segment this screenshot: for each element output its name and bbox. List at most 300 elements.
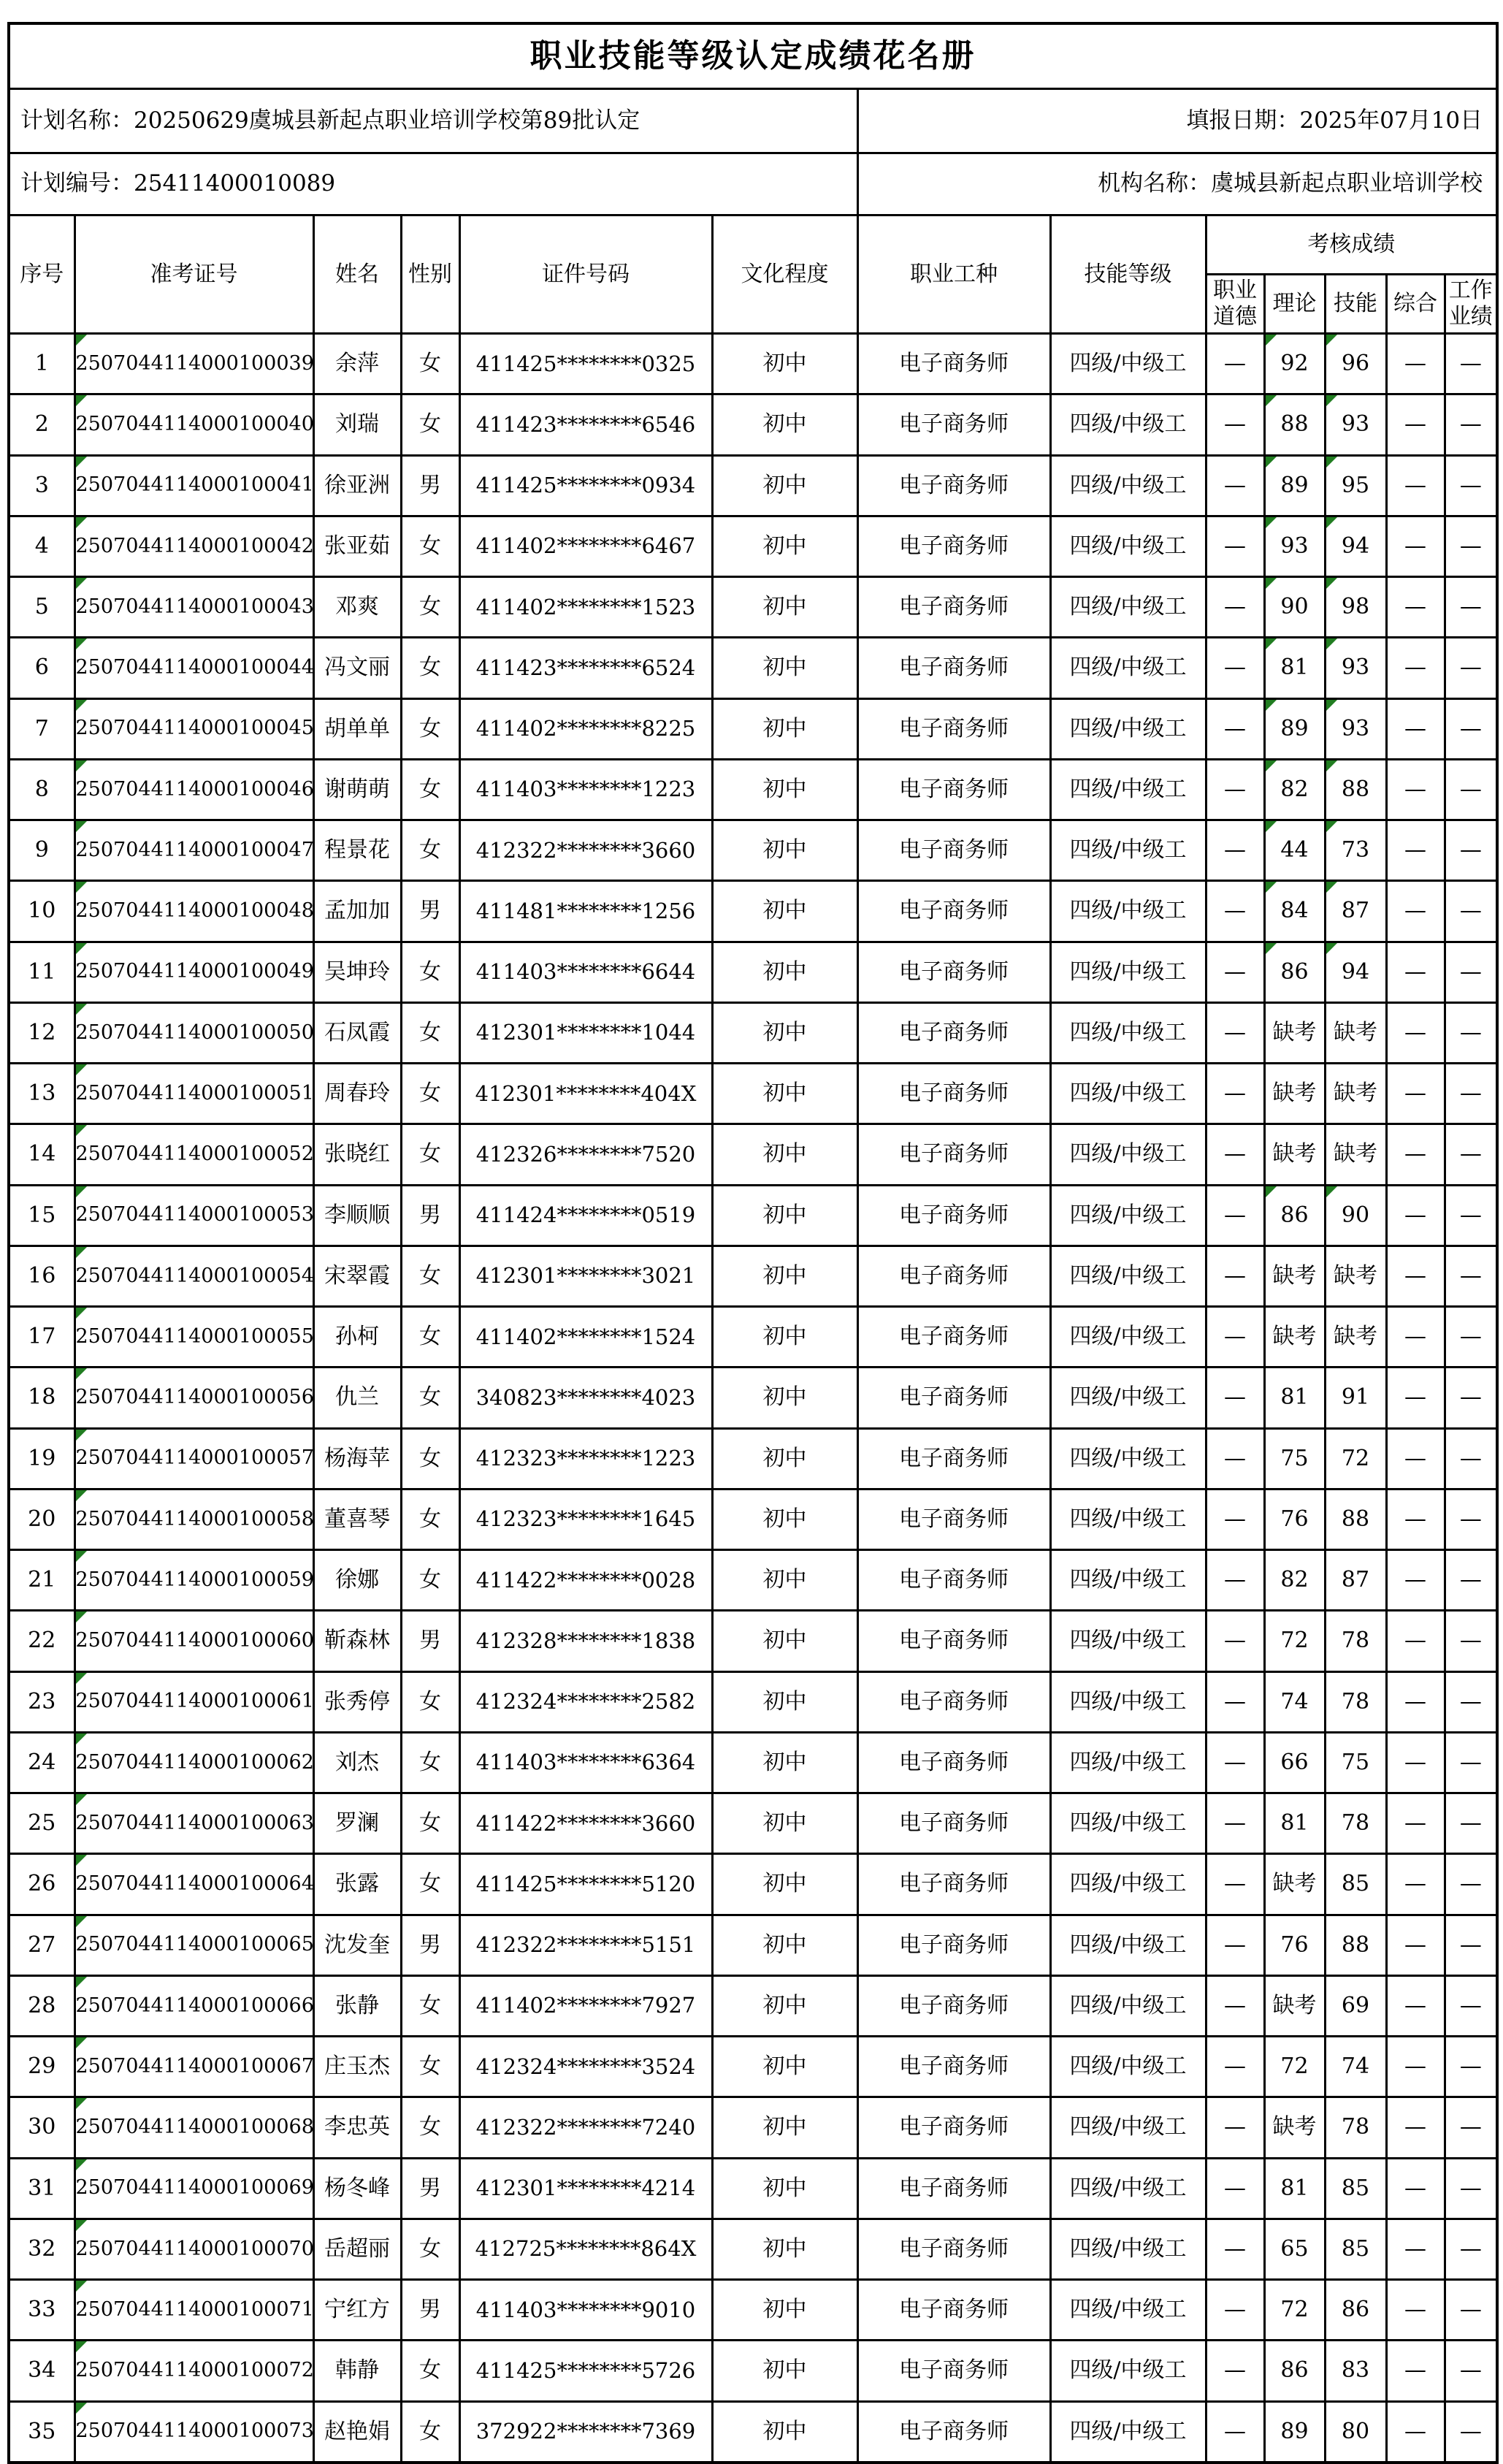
cell-edu: 初中 [712, 1915, 857, 1975]
cell-ticket: 2507044114000100059 [74, 1550, 313, 1611]
cell-job: 电子商务师 [857, 2280, 1050, 2341]
cell-ticket: 2507044114000100053 [74, 1185, 313, 1246]
cell-seq: 7 [9, 698, 74, 759]
cell-seq: 35 [9, 2401, 74, 2463]
cell-level: 四级/中级工 [1050, 1124, 1206, 1185]
cell-ethics: — [1206, 820, 1264, 881]
cell-id: 412301********3021 [459, 1246, 712, 1306]
green-corner-indicator-icon [1266, 335, 1277, 346]
table-row [9, 516, 1497, 576]
cell-id: 411403********1223 [459, 759, 712, 820]
cell-ethics: — [1206, 1732, 1264, 1793]
cell-skill: 95 [1325, 455, 1386, 516]
cell-skill: 78 [1325, 1671, 1386, 1732]
cell-name: 张亚茹 [313, 516, 401, 576]
cell-name: 岳超丽 [313, 2219, 401, 2279]
table-row [9, 334, 1497, 394]
cell-gender: 女 [401, 1489, 459, 1549]
cell-theory: 93 [1264, 516, 1325, 576]
cell-level: 四级/中级工 [1050, 1246, 1206, 1306]
cell-gender: 女 [401, 334, 459, 394]
cell-work: — [1445, 1793, 1497, 1854]
cell-skill: 94 [1325, 516, 1386, 576]
cell-comp: — [1386, 1732, 1445, 1793]
col-header-gender: 性别 [401, 215, 459, 334]
cell-comp: — [1386, 942, 1445, 1002]
cell-work: — [1445, 1064, 1497, 1124]
cell-comp: — [1386, 1185, 1445, 1246]
cell-ticket: 2507044114000100072 [74, 2341, 313, 2401]
cell-work: — [1445, 2037, 1497, 2097]
col-header-level: 技能等级 [1050, 215, 1206, 334]
cell-theory: 81 [1264, 2158, 1325, 2219]
cell-gender: 女 [401, 394, 459, 455]
cell-name: 冯文丽 [313, 638, 401, 698]
green-corner-indicator-icon [1326, 700, 1337, 711]
cell-comp: — [1386, 2401, 1445, 2463]
cell-work: — [1445, 1854, 1497, 1915]
cell-comp: — [1386, 2097, 1445, 2158]
green-corner-indicator-icon [1266, 882, 1277, 893]
cell-seq: 27 [9, 1915, 74, 1975]
cell-gender: 男 [401, 881, 459, 942]
green-corner-indicator-icon [1266, 638, 1277, 649]
cell-ticket: 2507044114000100068 [74, 2097, 313, 2158]
table-row [9, 2341, 1497, 2401]
table-row [9, 1611, 1497, 1671]
col-header-comp: 综合 [1386, 275, 1445, 334]
green-corner-indicator-icon [76, 2159, 87, 2170]
cell-seq: 5 [9, 577, 74, 638]
cell-comp: — [1386, 2280, 1445, 2341]
cell-job: 电子商务师 [857, 394, 1050, 455]
cell-ticket: 2507044114000100064 [74, 1854, 313, 1915]
cell-id: 412322********3660 [459, 820, 712, 881]
cell-seq: 14 [9, 1124, 74, 1185]
table-row [9, 1489, 1497, 1549]
table-row [9, 1307, 1497, 1368]
cell-id: 411423********6546 [459, 394, 712, 455]
cell-level: 四级/中级工 [1050, 577, 1206, 638]
green-corner-indicator-icon [76, 517, 87, 528]
cell-gender: 女 [401, 1246, 459, 1306]
cell-level: 四级/中级工 [1050, 638, 1206, 698]
cell-skill: 98 [1325, 577, 1386, 638]
cell-gender: 女 [401, 2037, 459, 2097]
cell-comp: — [1386, 1002, 1445, 1063]
cell-theory: 86 [1264, 2341, 1325, 2401]
cell-work: — [1445, 1368, 1497, 1428]
cell-seq: 8 [9, 759, 74, 820]
cell-theory: 74 [1264, 1671, 1325, 1732]
cell-gender: 女 [401, 516, 459, 576]
cell-seq: 22 [9, 1611, 74, 1671]
table-row [9, 1185, 1497, 1246]
cell-ticket: 2507044114000100051 [74, 1064, 313, 1124]
cell-gender: 女 [401, 638, 459, 698]
plan-name-value: 20250629虞城县新起点职业培训学校第89批认定 [134, 107, 640, 134]
cell-ethics: — [1206, 942, 1264, 1002]
cell-skill: 缺考 [1325, 1002, 1386, 1063]
green-corner-indicator-icon [1326, 882, 1337, 893]
cell-seq: 24 [9, 1732, 74, 1793]
cell-comp: — [1386, 1915, 1445, 1975]
green-corner-indicator-icon [1326, 335, 1337, 346]
cell-gender: 女 [401, 1671, 459, 1732]
cell-gender: 女 [401, 2401, 459, 2463]
cell-theory: 44 [1264, 820, 1325, 881]
cell-skill: 93 [1325, 698, 1386, 759]
cell-ethics: — [1206, 334, 1264, 394]
cell-ticket: 2507044114000100039 [74, 334, 313, 394]
cell-id: 412725********864X [459, 2219, 712, 2279]
cell-ticket: 2507044114000100042 [74, 516, 313, 576]
cell-level: 四级/中级工 [1050, 1064, 1206, 1124]
cell-edu: 初中 [712, 1124, 857, 1185]
cell-edu: 初中 [712, 1732, 857, 1793]
green-corner-indicator-icon [76, 1430, 87, 1441]
cell-comp: — [1386, 1489, 1445, 1549]
cell-comp: — [1386, 759, 1445, 820]
cell-level: 四级/中级工 [1050, 2280, 1206, 2341]
green-corner-indicator-icon [1326, 638, 1337, 649]
table-row [9, 1732, 1497, 1793]
cell-ethics: — [1206, 577, 1264, 638]
green-corner-indicator-icon [1326, 457, 1337, 468]
cell-name: 宋翠霞 [313, 1246, 401, 1306]
col-header-theory: 理论 [1264, 275, 1325, 334]
cell-edu: 初中 [712, 2158, 857, 2219]
green-corner-indicator-icon [1326, 821, 1337, 832]
cell-level: 四级/中级工 [1050, 881, 1206, 942]
cell-ticket: 2507044114000100049 [74, 942, 313, 1002]
cell-comp: — [1386, 881, 1445, 942]
score-roster-table [7, 22, 1499, 2464]
org-name-label: 机构名称： [1098, 170, 1212, 197]
cell-name: 杨冬峰 [313, 2158, 401, 2219]
cell-edu: 初中 [712, 759, 857, 820]
cell-ticket: 2507044114000100050 [74, 1002, 313, 1063]
cell-ethics: — [1206, 1550, 1264, 1611]
green-corner-indicator-icon [76, 1368, 87, 1379]
cell-ethics: — [1206, 1915, 1264, 1975]
cell-edu: 初中 [712, 1611, 857, 1671]
cell-level: 四级/中级工 [1050, 2037, 1206, 2097]
cell-id: 412324********3524 [459, 2037, 712, 2097]
green-corner-indicator-icon [76, 943, 87, 954]
cell-name: 庄玉杰 [313, 2037, 401, 2097]
table-row [9, 1368, 1497, 1428]
cell-theory: 86 [1264, 1185, 1325, 1246]
cell-comp: — [1386, 1124, 1445, 1185]
cell-comp: — [1386, 1064, 1445, 1124]
cell-id: 411402********1524 [459, 1307, 712, 1368]
cell-edu: 初中 [712, 1246, 857, 1306]
green-corner-indicator-icon [76, 2098, 87, 2109]
cell-level: 四级/中级工 [1050, 820, 1206, 881]
cell-work: — [1445, 2219, 1497, 2279]
cell-ticket: 2507044114000100073 [74, 2401, 313, 2463]
cell-gender: 女 [401, 1002, 459, 1063]
cell-comp: — [1386, 455, 1445, 516]
cell-name: 刘杰 [313, 1732, 401, 1793]
cell-seq: 4 [9, 516, 74, 576]
cell-edu: 初中 [712, 1428, 857, 1489]
table-row [9, 1550, 1497, 1611]
cell-comp: — [1386, 577, 1445, 638]
cell-job: 电子商务师 [857, 2401, 1050, 2463]
green-corner-indicator-icon [76, 638, 87, 649]
table-row [9, 638, 1497, 698]
cell-edu: 初中 [712, 1793, 857, 1854]
cell-job: 电子商务师 [857, 2341, 1050, 2401]
cell-job: 电子商务师 [857, 1428, 1050, 1489]
cell-id: 411402********1523 [459, 577, 712, 638]
cell-level: 四级/中级工 [1050, 1671, 1206, 1732]
cell-work: — [1445, 1002, 1497, 1063]
cell-ticket: 2507044114000100071 [74, 2280, 313, 2341]
cell-level: 四级/中级工 [1050, 759, 1206, 820]
cell-job: 电子商务师 [857, 1124, 1050, 1185]
cell-gender: 女 [401, 2341, 459, 2401]
cell-skill: 72 [1325, 1428, 1386, 1489]
green-corner-indicator-icon [1266, 760, 1277, 771]
table-row [9, 2037, 1497, 2097]
cell-theory: 89 [1264, 455, 1325, 516]
cell-gender: 女 [401, 1854, 459, 1915]
cell-edu: 初中 [712, 1489, 857, 1549]
cell-id: 411425********0934 [459, 455, 712, 516]
table-row [9, 1793, 1497, 1854]
cell-skill: 83 [1325, 2341, 1386, 2401]
green-corner-indicator-icon [1326, 943, 1337, 954]
cell-gender: 男 [401, 2280, 459, 2341]
green-corner-indicator-icon [76, 1855, 87, 1866]
cell-level: 四级/中级工 [1050, 942, 1206, 1002]
green-corner-indicator-icon [1266, 457, 1277, 468]
green-corner-indicator-icon [76, 335, 87, 346]
cell-ticket: 2507044114000100044 [74, 638, 313, 698]
cell-ethics: — [1206, 1611, 1264, 1671]
cell-id: 412324********2582 [459, 1671, 712, 1732]
cell-ethics: — [1206, 1124, 1264, 1185]
cell-theory: 92 [1264, 334, 1325, 394]
cell-ticket: 2507044114000100056 [74, 1368, 313, 1428]
cell-seq: 11 [9, 942, 74, 1002]
green-corner-indicator-icon [76, 1673, 87, 1684]
green-corner-indicator-icon [1326, 578, 1337, 589]
cell-level: 四级/中级工 [1050, 2401, 1206, 2463]
cell-skill: 85 [1325, 1854, 1386, 1915]
green-corner-indicator-icon [76, 1916, 87, 1927]
table-row [9, 455, 1497, 516]
cell-job: 电子商务师 [857, 334, 1050, 394]
cell-job: 电子商务师 [857, 577, 1050, 638]
table-row [9, 1246, 1497, 1306]
cell-seq: 31 [9, 2158, 74, 2219]
cell-ethics: — [1206, 1489, 1264, 1549]
cell-skill: 73 [1325, 820, 1386, 881]
cell-skill: 96 [1325, 334, 1386, 394]
cell-level: 四级/中级工 [1050, 394, 1206, 455]
cell-seq: 3 [9, 455, 74, 516]
cell-gender: 女 [401, 2219, 459, 2279]
cell-work: — [1445, 516, 1497, 576]
cell-edu: 初中 [712, 1550, 857, 1611]
table-row [9, 1975, 1497, 2036]
info-row-plan-code [9, 153, 1497, 215]
green-corner-indicator-icon [76, 1490, 87, 1501]
green-corner-indicator-icon [1266, 395, 1277, 406]
cell-id: 412323********1645 [459, 1489, 712, 1549]
cell-work: — [1445, 1732, 1497, 1793]
cell-work: — [1445, 1550, 1497, 1611]
cell-id: 412322********7240 [459, 2097, 712, 2158]
table-row [9, 577, 1497, 638]
cell-theory: 65 [1264, 2219, 1325, 2279]
cell-name: 周春玲 [313, 1064, 401, 1124]
cell-work: — [1445, 2341, 1497, 2401]
cell-work: — [1445, 1185, 1497, 1246]
table-row [9, 1064, 1497, 1124]
cell-work: — [1445, 1975, 1497, 2036]
cell-edu: 初中 [712, 1307, 857, 1368]
cell-work: — [1445, 1428, 1497, 1489]
cell-comp: — [1386, 2219, 1445, 2279]
cell-ethics: — [1206, 1246, 1264, 1306]
cell-gender: 女 [401, 577, 459, 638]
cell-edu: 初中 [712, 1975, 857, 2036]
cell-ethics: — [1206, 1368, 1264, 1428]
cell-id: 412328********1838 [459, 1611, 712, 1671]
cell-level: 四级/中级工 [1050, 1915, 1206, 1975]
cell-job: 电子商务师 [857, 1611, 1050, 1671]
cell-ticket: 2507044114000100069 [74, 2158, 313, 2219]
green-corner-indicator-icon [1266, 700, 1277, 711]
info-row-plan-name [9, 89, 1497, 153]
cell-id: 412301********4214 [459, 2158, 712, 2219]
roster-body [9, 334, 1497, 2463]
cell-seq: 16 [9, 1246, 74, 1306]
cell-gender: 女 [401, 1428, 459, 1489]
cell-name: 徐亚洲 [313, 455, 401, 516]
cell-skill: 74 [1325, 2037, 1386, 2097]
green-corner-indicator-icon [76, 1611, 87, 1622]
cell-job: 电子商务师 [857, 1368, 1050, 1428]
cell-work: — [1445, 2097, 1497, 2158]
cell-skill: 缺考 [1325, 1124, 1386, 1185]
cell-name: 胡单单 [313, 698, 401, 759]
plan-name-label: 计划名称： [20, 107, 134, 134]
cell-seq: 30 [9, 2097, 74, 2158]
cell-ticket: 2507044114000100047 [74, 820, 313, 881]
cell-edu: 初中 [712, 2341, 857, 2401]
cell-job: 电子商务师 [857, 2158, 1050, 2219]
cell-level: 四级/中级工 [1050, 1368, 1206, 1428]
cell-theory: 81 [1264, 638, 1325, 698]
cell-work: — [1445, 1915, 1497, 1975]
cell-seq: 23 [9, 1671, 74, 1732]
green-corner-indicator-icon [76, 1125, 87, 1136]
cell-level: 四级/中级工 [1050, 1611, 1206, 1671]
cell-id: 411425********0325 [459, 334, 712, 394]
cell-name: 石凤霞 [313, 1002, 401, 1063]
cell-ticket: 2507044114000100040 [74, 394, 313, 455]
cell-ethics: — [1206, 1428, 1264, 1489]
cell-job: 电子商务师 [857, 759, 1050, 820]
table-row [9, 2219, 1497, 2279]
cell-edu: 初中 [712, 334, 857, 394]
cell-gender: 女 [401, 1550, 459, 1611]
cell-seq: 18 [9, 1368, 74, 1428]
table-row [9, 2401, 1497, 2463]
cell-ethics: — [1206, 1185, 1264, 1246]
cell-theory: 81 [1264, 1368, 1325, 1428]
green-corner-indicator-icon [76, 700, 87, 711]
cell-skill: 90 [1325, 1185, 1386, 1246]
cell-edu: 初中 [712, 1064, 857, 1124]
col-header-job: 职业工种 [857, 215, 1050, 334]
cell-id: 412301********404X [459, 1064, 712, 1124]
cell-ticket: 2507044114000100052 [74, 1124, 313, 1185]
report-date-label: 填报日期： [1186, 107, 1300, 134]
col-header-ethics: 职业道德 [1206, 275, 1264, 334]
cell-level: 四级/中级工 [1050, 334, 1206, 394]
cell-seq: 20 [9, 1489, 74, 1549]
cell-ethics: — [1206, 516, 1264, 576]
cell-theory: 76 [1264, 1915, 1325, 1975]
header-row-main [9, 215, 1497, 275]
cell-name: 韩静 [313, 2341, 401, 2401]
plan-code-cell [9, 153, 857, 215]
cell-job: 电子商务师 [857, 1854, 1050, 1915]
cell-ethics: — [1206, 1975, 1264, 2036]
cell-work: — [1445, 334, 1497, 394]
cell-seq: 25 [9, 1793, 74, 1854]
cell-comp: — [1386, 1975, 1445, 2036]
cell-ethics: — [1206, 881, 1264, 942]
cell-edu: 初中 [712, 1854, 857, 1915]
cell-comp: — [1386, 1793, 1445, 1854]
cell-ticket: 2507044114000100048 [74, 881, 313, 942]
cell-theory: 82 [1264, 759, 1325, 820]
cell-level: 四级/中级工 [1050, 2219, 1206, 2279]
table-row [9, 1428, 1497, 1489]
green-corner-indicator-icon [76, 1308, 87, 1319]
cell-edu: 初中 [712, 698, 857, 759]
cell-id: 412326********7520 [459, 1124, 712, 1185]
cell-ticket: 2507044114000100058 [74, 1489, 313, 1549]
cell-name: 刘瑞 [313, 394, 401, 455]
cell-ethics: — [1206, 638, 1264, 698]
cell-skill: 78 [1325, 1793, 1386, 1854]
cell-skill: 87 [1325, 881, 1386, 942]
cell-skill: 87 [1325, 1550, 1386, 1611]
cell-edu: 初中 [712, 2219, 857, 2279]
cell-name: 董喜琴 [313, 1489, 401, 1549]
cell-work: — [1445, 2280, 1497, 2341]
cell-job: 电子商务师 [857, 1246, 1050, 1306]
cell-id: 411403********6364 [459, 1732, 712, 1793]
cell-work: — [1445, 759, 1497, 820]
cell-ethics: — [1206, 2341, 1264, 2401]
cell-job: 电子商务师 [857, 1307, 1050, 1368]
green-corner-indicator-icon [76, 1064, 87, 1075]
green-corner-indicator-icon [76, 2037, 87, 2048]
cell-job: 电子商务师 [857, 942, 1050, 1002]
cell-id: 411422********0028 [459, 1550, 712, 1611]
cell-level: 四级/中级工 [1050, 2341, 1206, 2401]
